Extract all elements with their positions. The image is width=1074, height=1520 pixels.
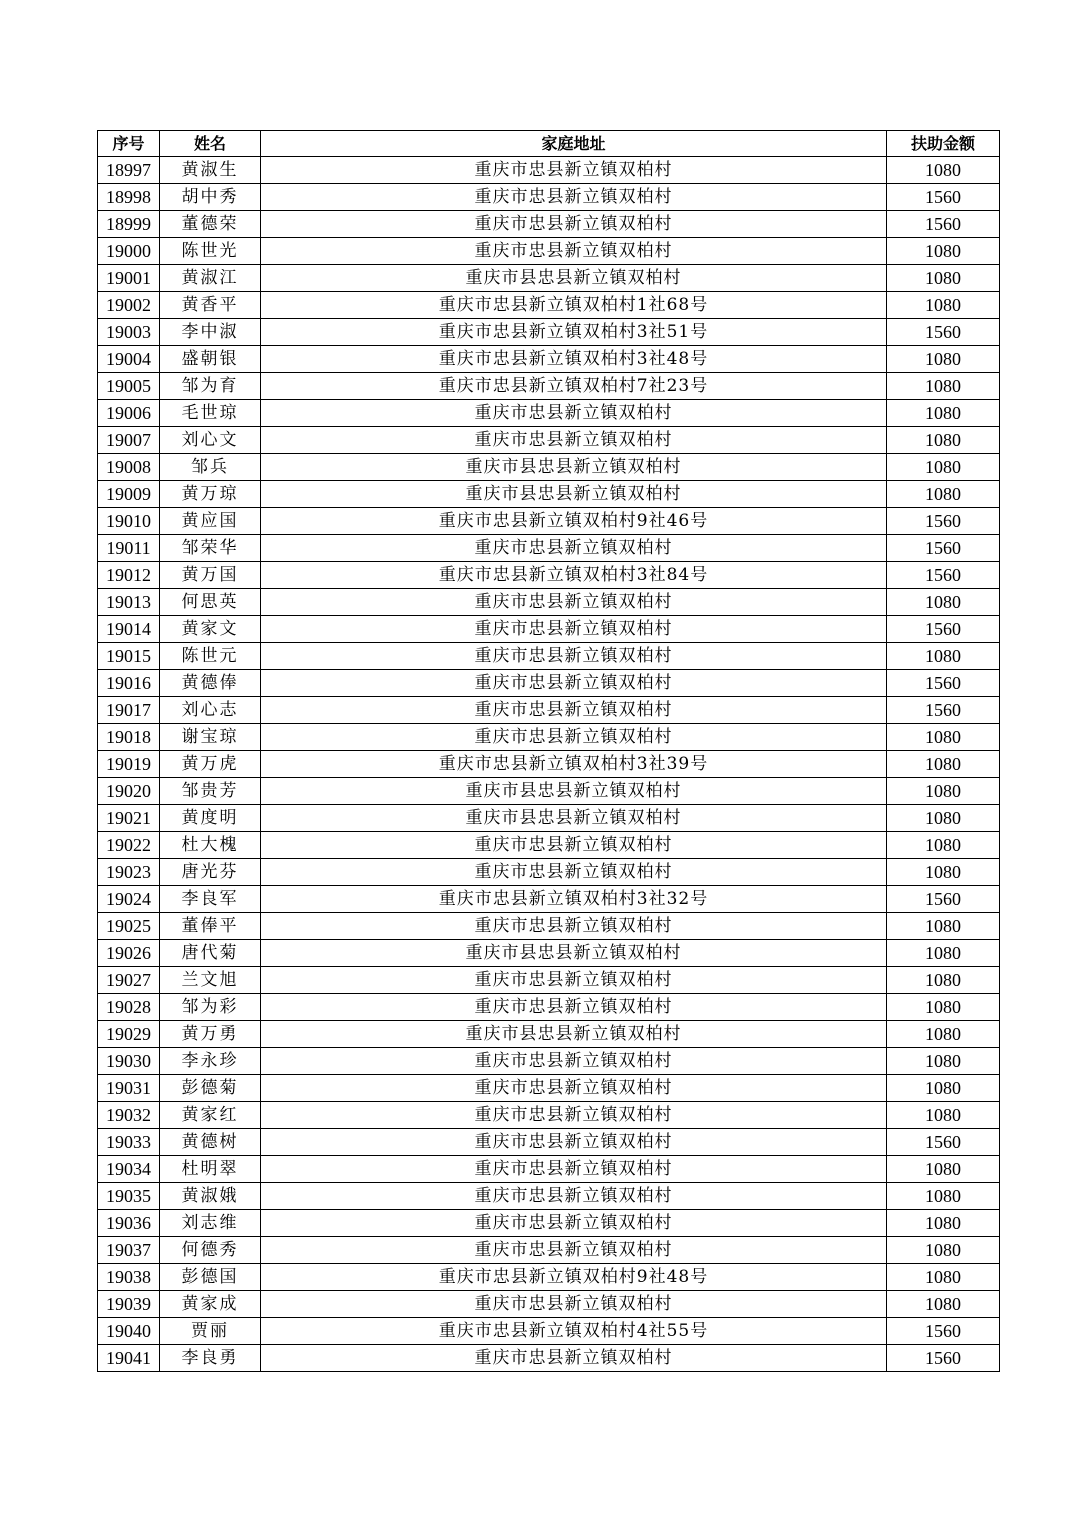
cell-home-address: 重庆市忠县新立镇双柏村 [261,616,887,643]
cell-serial-number: 19025 [98,913,160,940]
cell-home-address: 重庆市忠县新立镇双柏村 [261,1048,887,1075]
cell-serial-number: 19009 [98,481,160,508]
cell-home-address: 重庆市忠县新立镇双柏村 [261,1129,887,1156]
cell-assistance-amount: 1080 [887,1102,1000,1129]
table-row [98,157,1000,184]
table-row [98,724,1000,751]
cell-serial-number: 18997 [98,157,160,184]
cell-home-address: 重庆市忠县新立镇双柏村7社23号 [261,373,887,400]
cell-serial-number: 19026 [98,940,160,967]
cell-serial-number: 19032 [98,1102,160,1129]
cell-name: 黄度明 [160,805,261,832]
cell-home-address: 重庆市县忠县新立镇双柏村 [261,805,887,832]
cell-serial-number: 19013 [98,589,160,616]
cell-home-address: 重庆市忠县新立镇双柏村 [261,1237,887,1264]
cell-home-address: 重庆市县忠县新立镇双柏村 [261,481,887,508]
table-row [98,1021,1000,1048]
table-row [98,1183,1000,1210]
cell-home-address: 重庆市忠县新立镇双柏村 [261,670,887,697]
cell-assistance-amount: 1560 [887,562,1000,589]
table-row [98,886,1000,913]
cell-name: 董俸平 [160,913,261,940]
cell-name: 唐光芬 [160,859,261,886]
cell-serial-number: 19007 [98,427,160,454]
cell-home-address: 重庆市忠县新立镇双柏村 [261,1210,887,1237]
cell-assistance-amount: 1080 [887,373,1000,400]
cell-home-address: 重庆市忠县新立镇双柏村 [261,1345,887,1372]
assistance-table [97,130,1000,1372]
cell-home-address: 重庆市忠县新立镇双柏村3社51号 [261,319,887,346]
cell-serial-number: 19010 [98,508,160,535]
cell-serial-number: 19012 [98,562,160,589]
cell-home-address: 重庆市忠县新立镇双柏村3社48号 [261,346,887,373]
cell-serial-number: 19033 [98,1129,160,1156]
cell-serial-number: 19005 [98,373,160,400]
cell-assistance-amount: 1080 [887,346,1000,373]
cell-serial-number: 19021 [98,805,160,832]
cell-serial-number: 19011 [98,535,160,562]
cell-name: 何德秀 [160,1237,261,1264]
cell-serial-number: 19038 [98,1264,160,1291]
table-row [98,643,1000,670]
table-row [98,751,1000,778]
cell-home-address: 重庆市忠县新立镇双柏村 [261,184,887,211]
cell-assistance-amount: 1560 [887,211,1000,238]
cell-home-address: 重庆市忠县新立镇双柏村9社48号 [261,1264,887,1291]
cell-name: 贾丽 [160,1318,261,1345]
table-row [98,346,1000,373]
cell-serial-number: 19024 [98,886,160,913]
header-assistance-amount: 扶助金额 [887,131,1000,157]
cell-home-address: 重庆市忠县新立镇双柏村3社39号 [261,751,887,778]
cell-home-address: 重庆市忠县新立镇双柏村 [261,859,887,886]
cell-assistance-amount: 1560 [887,508,1000,535]
table-row [98,319,1000,346]
cell-serial-number: 19008 [98,454,160,481]
cell-assistance-amount: 1080 [887,589,1000,616]
cell-assistance-amount: 1080 [887,967,1000,994]
cell-home-address: 重庆市忠县新立镇双柏村 [261,211,887,238]
cell-home-address: 重庆市忠县新立镇双柏村 [261,400,887,427]
table-row [98,535,1000,562]
cell-assistance-amount: 1560 [887,319,1000,346]
cell-serial-number: 19006 [98,400,160,427]
cell-name: 黄德树 [160,1129,261,1156]
cell-serial-number: 19027 [98,967,160,994]
cell-name: 刘心志 [160,697,261,724]
cell-serial-number: 19041 [98,1345,160,1372]
cell-name: 杜明翠 [160,1156,261,1183]
cell-name: 董德荣 [160,211,261,238]
cell-serial-number: 19015 [98,643,160,670]
cell-assistance-amount: 1080 [887,1021,1000,1048]
header-name: 姓名 [160,131,261,157]
table-row [98,1156,1000,1183]
cell-serial-number: 19020 [98,778,160,805]
cell-assistance-amount: 1080 [887,778,1000,805]
cell-home-address: 重庆市忠县新立镇双柏村 [261,994,887,1021]
cell-home-address: 重庆市忠县新立镇双柏村 [261,643,887,670]
cell-assistance-amount: 1080 [887,427,1000,454]
cell-name: 陈世光 [160,238,261,265]
table-row [98,238,1000,265]
cell-serial-number: 19001 [98,265,160,292]
cell-serial-number: 19017 [98,697,160,724]
cell-assistance-amount: 1080 [887,265,1000,292]
table-row [98,481,1000,508]
cell-serial-number: 19022 [98,832,160,859]
cell-assistance-amount: 1080 [887,643,1000,670]
cell-assistance-amount: 1080 [887,454,1000,481]
cell-name: 李良军 [160,886,261,913]
table-row [98,1318,1000,1345]
cell-assistance-amount: 1080 [887,1210,1000,1237]
cell-serial-number: 19029 [98,1021,160,1048]
cell-assistance-amount: 1080 [887,832,1000,859]
cell-assistance-amount: 1560 [887,1129,1000,1156]
table-row [98,859,1000,886]
cell-home-address: 重庆市忠县新立镇双柏村4社55号 [261,1318,887,1345]
cell-home-address: 重庆市忠县新立镇双柏村 [261,913,887,940]
cell-assistance-amount: 1080 [887,1291,1000,1318]
cell-assistance-amount: 1080 [887,859,1000,886]
table-row [98,508,1000,535]
table-row [98,373,1000,400]
cell-home-address: 重庆市忠县新立镇双柏村 [261,1102,887,1129]
table-row [98,454,1000,481]
cell-home-address: 重庆市忠县新立镇双柏村 [261,1156,887,1183]
cell-serial-number: 19018 [98,724,160,751]
cell-assistance-amount: 1080 [887,157,1000,184]
table-row [98,832,1000,859]
cell-name: 彭德国 [160,1264,261,1291]
table-row [98,589,1000,616]
table-row [98,211,1000,238]
cell-serial-number: 19036 [98,1210,160,1237]
table-body [98,157,1000,1372]
cell-name: 黄家红 [160,1102,261,1129]
table-row [98,1075,1000,1102]
cell-name: 黄香平 [160,292,261,319]
cell-name: 刘心文 [160,427,261,454]
cell-name: 黄万国 [160,562,261,589]
cell-serial-number: 19003 [98,319,160,346]
cell-home-address: 重庆市忠县新立镇双柏村 [261,238,887,265]
cell-serial-number: 19004 [98,346,160,373]
table-row [98,265,1000,292]
table-row [98,940,1000,967]
cell-serial-number: 19000 [98,238,160,265]
cell-home-address: 重庆市县忠县新立镇双柏村 [261,940,887,967]
cell-name: 李良勇 [160,1345,261,1372]
cell-assistance-amount: 1080 [887,1048,1000,1075]
table-row [98,400,1000,427]
cell-name: 盛朝银 [160,346,261,373]
cell-serial-number: 19037 [98,1237,160,1264]
table-row [98,1048,1000,1075]
cell-serial-number: 19039 [98,1291,160,1318]
table-row [98,427,1000,454]
cell-home-address: 重庆市忠县新立镇双柏村9社46号 [261,508,887,535]
cell-home-address: 重庆市忠县新立镇双柏村 [261,1183,887,1210]
cell-assistance-amount: 1560 [887,184,1000,211]
cell-home-address: 重庆市忠县新立镇双柏村 [261,967,887,994]
cell-home-address: 重庆市县忠县新立镇双柏村 [261,778,887,805]
cell-assistance-amount: 1080 [887,805,1000,832]
cell-name: 兰文旭 [160,967,261,994]
cell-name: 何思英 [160,589,261,616]
cell-name: 黄万虎 [160,751,261,778]
cell-assistance-amount: 1560 [887,697,1000,724]
cell-home-address: 重庆市忠县新立镇双柏村3社32号 [261,886,887,913]
cell-name: 黄德俸 [160,670,261,697]
cell-assistance-amount: 1080 [887,1183,1000,1210]
cell-home-address: 重庆市县忠县新立镇双柏村 [261,1021,887,1048]
cell-assistance-amount: 1080 [887,400,1000,427]
cell-assistance-amount: 1080 [887,994,1000,1021]
cell-name: 谢宝琼 [160,724,261,751]
table-row [98,1237,1000,1264]
cell-name: 彭德菊 [160,1075,261,1102]
cell-name: 胡中秀 [160,184,261,211]
cell-home-address: 重庆市忠县新立镇双柏村 [261,157,887,184]
cell-name: 黄万勇 [160,1021,261,1048]
cell-home-address: 重庆市忠县新立镇双柏村 [261,1291,887,1318]
cell-name: 黄家成 [160,1291,261,1318]
cell-home-address: 重庆市忠县新立镇双柏村 [261,697,887,724]
cell-name: 李永珍 [160,1048,261,1075]
cell-name: 刘志维 [160,1210,261,1237]
table-row [98,913,1000,940]
cell-assistance-amount: 1560 [887,535,1000,562]
table-row [98,805,1000,832]
cell-assistance-amount: 1080 [887,292,1000,319]
cell-home-address: 重庆市县忠县新立镇双柏村 [261,265,887,292]
cell-name: 邹为彩 [160,994,261,1021]
cell-serial-number: 18998 [98,184,160,211]
cell-assistance-amount: 1560 [887,886,1000,913]
cell-serial-number: 19019 [98,751,160,778]
table-row [98,1291,1000,1318]
cell-serial-number: 19023 [98,859,160,886]
cell-assistance-amount: 1080 [887,751,1000,778]
cell-name: 黄万琼 [160,481,261,508]
cell-name: 陈世元 [160,643,261,670]
cell-name: 黄淑江 [160,265,261,292]
cell-serial-number: 19014 [98,616,160,643]
table-row [98,670,1000,697]
cell-serial-number: 19035 [98,1183,160,1210]
cell-assistance-amount: 1080 [887,238,1000,265]
cell-name: 黄应国 [160,508,261,535]
cell-name: 杜大槐 [160,832,261,859]
table-row [98,184,1000,211]
header-home-address: 家庭地址 [261,131,887,157]
cell-name: 邹荣华 [160,535,261,562]
cell-home-address: 重庆市忠县新立镇双柏村3社84号 [261,562,887,589]
table-row [98,1264,1000,1291]
cell-serial-number: 19030 [98,1048,160,1075]
table-row [98,292,1000,319]
cell-home-address: 重庆市忠县新立镇双柏村 [261,832,887,859]
cell-assistance-amount: 1080 [887,913,1000,940]
cell-serial-number: 19034 [98,1156,160,1183]
cell-serial-number: 19016 [98,670,160,697]
header-serial-number: 序号 [98,131,160,157]
cell-home-address: 重庆市忠县新立镇双柏村 [261,724,887,751]
cell-assistance-amount: 1080 [887,481,1000,508]
cell-home-address: 重庆市忠县新立镇双柏村 [261,427,887,454]
cell-name: 毛世琼 [160,400,261,427]
cell-assistance-amount: 1560 [887,1318,1000,1345]
cell-home-address: 重庆市县忠县新立镇双柏村 [261,454,887,481]
cell-name: 邹为育 [160,373,261,400]
cell-assistance-amount: 1560 [887,670,1000,697]
table-row [98,616,1000,643]
cell-assistance-amount: 1080 [887,1075,1000,1102]
table-row [98,778,1000,805]
cell-assistance-amount: 1560 [887,616,1000,643]
cell-assistance-amount: 1560 [887,1345,1000,1372]
cell-name: 李中淑 [160,319,261,346]
table-row [98,994,1000,1021]
cell-name: 唐代菊 [160,940,261,967]
cell-assistance-amount: 1080 [887,724,1000,751]
table-row [98,967,1000,994]
cell-serial-number: 19028 [98,994,160,1021]
cell-home-address: 重庆市忠县新立镇双柏村 [261,589,887,616]
cell-name: 黄家文 [160,616,261,643]
cell-name: 黄淑生 [160,157,261,184]
cell-name: 邹贵芳 [160,778,261,805]
table-row [98,1210,1000,1237]
table-header [98,131,1000,157]
cell-serial-number: 19040 [98,1318,160,1345]
cell-name: 邹兵 [160,454,261,481]
cell-assistance-amount: 1080 [887,1264,1000,1291]
table-row [98,1102,1000,1129]
cell-home-address: 重庆市忠县新立镇双柏村 [261,535,887,562]
cell-assistance-amount: 1080 [887,1237,1000,1264]
header-row [98,131,1000,157]
table-row [98,1129,1000,1156]
table-row [98,697,1000,724]
cell-serial-number: 19002 [98,292,160,319]
cell-assistance-amount: 1080 [887,1156,1000,1183]
cell-serial-number: 19031 [98,1075,160,1102]
cell-name: 黄淑娥 [160,1183,261,1210]
cell-assistance-amount: 1080 [887,940,1000,967]
table-row [98,562,1000,589]
table-row [98,1345,1000,1372]
cell-serial-number: 18999 [98,211,160,238]
cell-home-address: 重庆市忠县新立镇双柏村 [261,1075,887,1102]
cell-home-address: 重庆市忠县新立镇双柏村1社68号 [261,292,887,319]
